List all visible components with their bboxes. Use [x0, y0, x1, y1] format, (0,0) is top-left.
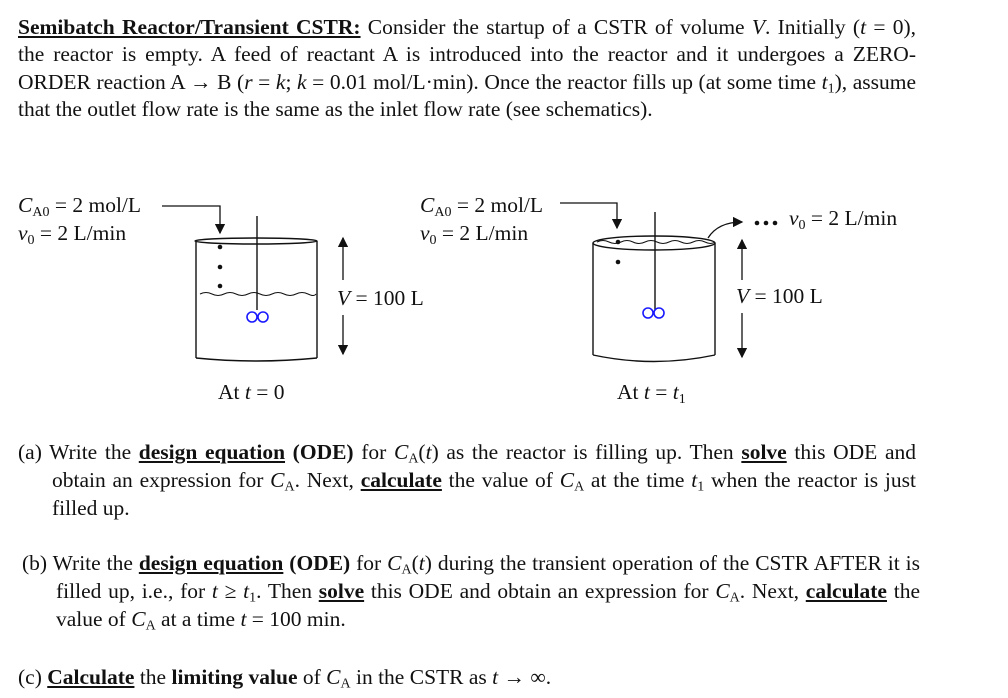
left-feed-flowrate: v0 = 2 L/min: [18, 221, 127, 248]
sub: 1: [827, 81, 835, 97]
emphasis: solve: [318, 579, 365, 603]
text: the: [134, 665, 172, 689]
var: C: [393, 440, 409, 464]
text: for: [353, 440, 394, 464]
emphasis: design equation: [138, 551, 284, 575]
text: this ODE and obtain an expression for: [364, 579, 716, 603]
text: . Initially (: [764, 15, 861, 39]
sub: A: [145, 618, 156, 634]
right-feed-flowrate: v0 = 2 L/min: [420, 221, 529, 248]
left-impeller-icon: [247, 312, 268, 322]
text: ) as the reactor is filling up. Then: [431, 440, 742, 464]
left-feed-arrow: [162, 206, 220, 233]
emphasis: design equation: [138, 440, 286, 464]
problem-title: Semibatch Reactor/Transient CSTR:: [18, 15, 361, 39]
text: → ∞.: [498, 665, 552, 689]
var: t: [425, 440, 432, 464]
text: ;: [285, 69, 298, 94]
var: t: [860, 15, 867, 39]
var: C: [270, 468, 285, 492]
text: ≥: [217, 579, 244, 603]
var: C: [131, 607, 146, 631]
right-feed-drops: [616, 240, 621, 265]
text: at a time: [155, 607, 241, 631]
var: C: [387, 551, 402, 575]
sub: A: [408, 451, 419, 467]
left-feed-concentration: CA0 = 2 mol/L: [18, 193, 142, 220]
var: k: [297, 69, 307, 94]
var: t: [418, 551, 425, 575]
text: (b) Write the: [22, 551, 139, 575]
question-b: [22, 549, 920, 633]
sub: A: [401, 562, 412, 578]
sub: 1: [697, 479, 705, 495]
text: the value of: [56, 579, 920, 631]
emphasis: Calculate: [47, 665, 135, 689]
text: = 0), the reactor is empty. A feed of reactant A is introduced into the reactor and it undergoes a ZERO-ORDER reaction A → B (: [18, 15, 916, 94]
right-feed-arrow: [560, 203, 617, 228]
text: (: [418, 440, 426, 464]
text: at the time: [584, 468, 692, 492]
left-volume-label: V = 100 L: [337, 286, 424, 310]
left-caption: At t = 0: [218, 380, 285, 404]
right-feed-concentration: CA0 = 2 mol/L: [420, 193, 544, 220]
question-a: [18, 438, 916, 522]
var: t: [243, 579, 250, 603]
right-volume-label: V = 100 L: [736, 284, 823, 308]
text: Consider the startup of a CSTR of volume: [360, 15, 752, 39]
text: = 0.01 mol/L·min). Once the reactor fills up (at some time: [306, 69, 822, 94]
left-feed-drops: [218, 245, 223, 289]
text: of: [297, 665, 327, 689]
emphasis: calculate: [360, 468, 442, 492]
var: C: [326, 665, 341, 689]
text: when the reactor is just filled up.: [52, 468, 916, 520]
text: (a) Write the: [18, 440, 139, 464]
text: . Then: [256, 579, 319, 603]
text: this ODE and obtain an expression for: [52, 440, 916, 492]
text: . Next,: [739, 579, 806, 603]
sub: A: [284, 479, 295, 495]
emphasis: solve: [741, 440, 787, 464]
var: r: [244, 69, 253, 94]
text: = 100 min.: [246, 607, 346, 631]
sub: A: [340, 676, 351, 692]
right-caption: At t = t1: [617, 380, 686, 407]
text: the value of: [441, 468, 560, 492]
var: V: [751, 15, 765, 39]
sub: A: [729, 590, 740, 606]
text: for: [350, 551, 388, 575]
question-c: [18, 663, 916, 691]
right-tank: [593, 212, 715, 362]
sub: 1: [249, 590, 257, 606]
var: t: [691, 468, 698, 492]
right-outlet-flowrate: v0 = 2 L/min: [789, 206, 898, 233]
text: in the CSTR as: [350, 665, 493, 689]
var: t: [240, 607, 247, 631]
var: t: [821, 69, 828, 94]
text: =: [252, 69, 276, 94]
var: t: [211, 579, 218, 603]
emphasis: (ODE): [283, 551, 351, 575]
emphasis: calculate: [805, 579, 887, 603]
var: C: [715, 579, 730, 603]
text: . Next,: [294, 468, 361, 492]
var: t: [492, 665, 499, 689]
text: (c): [18, 665, 48, 689]
emphasis: limiting value: [171, 665, 298, 689]
left-tank: [195, 216, 317, 361]
text: (: [411, 551, 419, 575]
var: k: [275, 69, 286, 94]
emphasis: (ODE): [285, 440, 354, 464]
var: C: [559, 468, 575, 492]
right-impeller-icon: [643, 308, 664, 318]
right-outlet-arrow: [708, 221, 777, 238]
sub: A: [574, 479, 585, 495]
text: ) during the transient operation of the CSTR AFTER it is filled up, i.e., for: [56, 551, 920, 603]
text: ), assume that the outlet flow rate is the same as the inlet flow rate (see schematics).: [18, 69, 916, 122]
